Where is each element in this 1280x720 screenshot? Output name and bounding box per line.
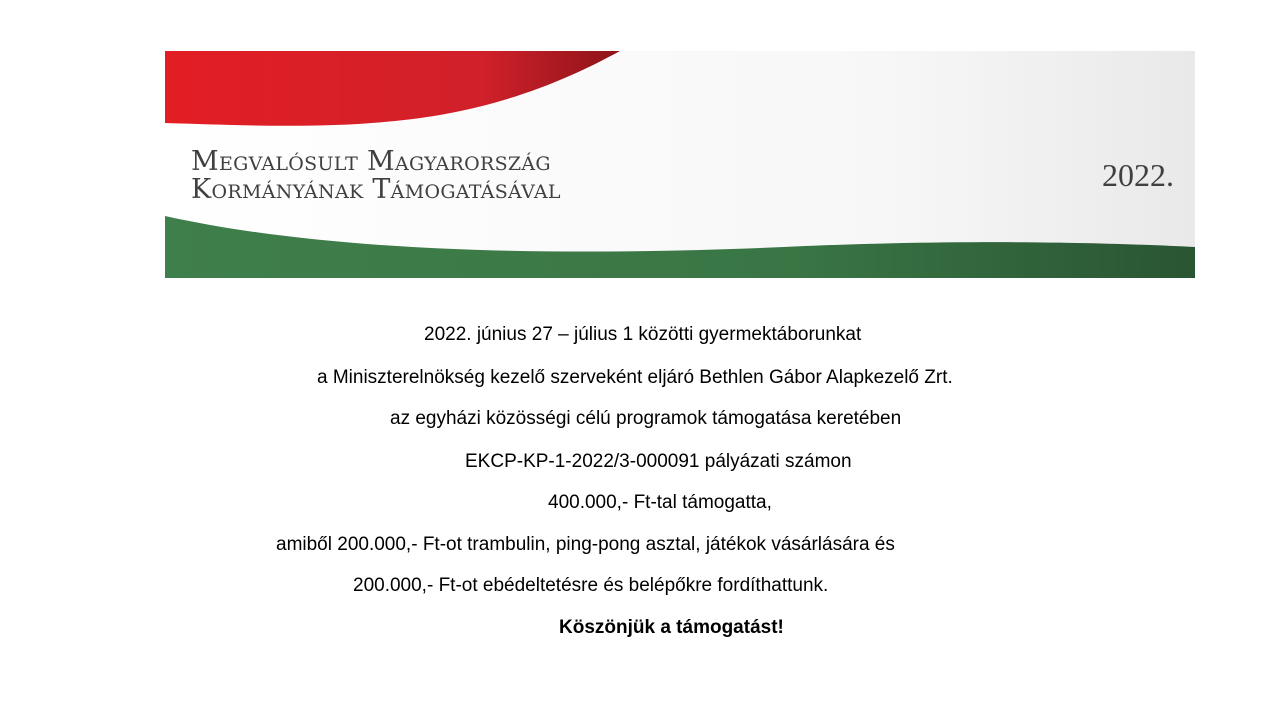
body-line-program: az egyházi közösségi célú programok támogatása keretében [390,408,902,429]
banner-title-line1: Megvalósult Magyarország [191,146,551,177]
body-line-camp-dates: 2022. június 27 – július 1 közötti gyermektáborunkat [424,324,862,345]
body-line-application-number: EKCP-KP-1-2022/3-000091 pályázati számon [465,451,852,472]
body-line-amount: 400.000,- Ft-tal támogatta, [548,492,772,513]
banner-title-line2: Kormányának Támogatásával [191,174,561,205]
thanks-line: Köszönjük a támogatást! [559,617,784,638]
banner-year: 2022. [1102,157,1174,193]
body-line-fund-manager: a Miniszterelnökség kezelő szerveként eljáró Bethlen Gábor Alapkezelő Zrt. [317,367,953,388]
government-support-banner [165,51,1195,278]
body-line-spending-meals: 200.000,- Ft-ot ebédeltetésre és belépőkre fordíthattunk. [353,575,829,596]
body-line-spending-equipment: amiből 200.000,- Ft-ot trambulin, ping-pong asztal, játékok vásárlására és [276,534,895,555]
